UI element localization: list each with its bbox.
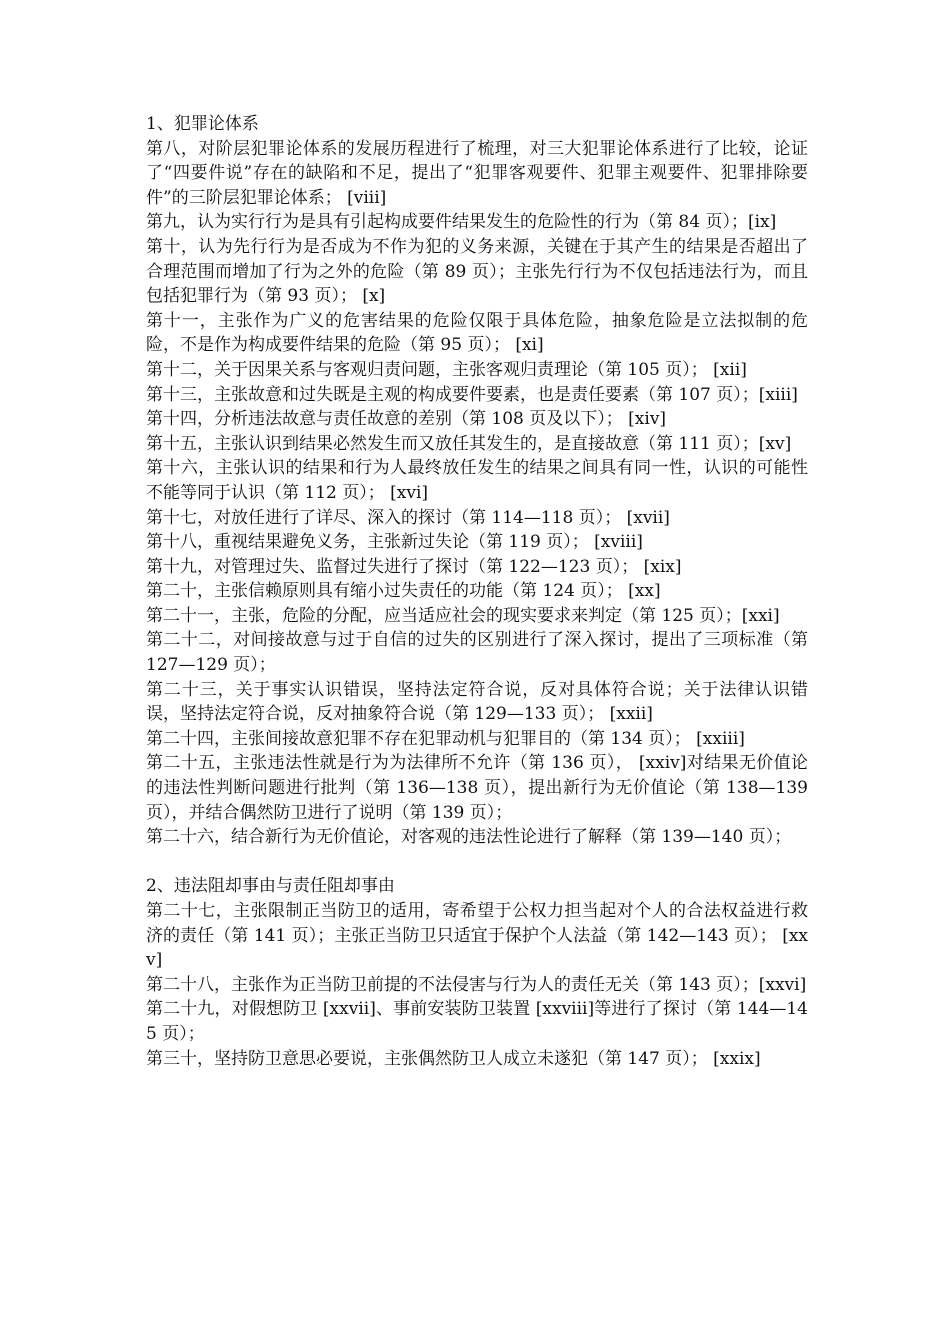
paragraph-27: 第二十七，主张限制正当防卫的适用，寄希望于公权力担当起对个人的合法权益进行救济的责任（第 141 页）；主张正当防卫只适宜于保护个人法益（第 142—143 页）； [xxv] [146,901,808,971]
paragraph-18: 第十八，重视结果避免义务，主张新过失论（第 119 页）； [xviii] [146,532,643,553]
paragraph-30: 第三十，坚持防卫意思必要说，主张偶然防卫人成立未遂犯（第 147 页）； [xxix] [146,1048,761,1069]
paragraph-16: 第十六，主张认识的结果和行为人最终放任发生的结果之间具有同一性，认识的可能性不能等同于认识（第 112 页）； [xvi] [146,458,808,503]
paragraph-23: 第二十三，关于事实认识错误，坚持法定符合说，反对具体符合说；关于法律认识错误，坚持法定符合说，反对抽象符合说（第 129—133 页）； [xxii] [146,679,808,725]
section-heading-crime-theory-system: 1、犯罪论体系 [146,114,259,134]
paragraph-10: 第十，认为先行行为是否成为不作为犯的义务来源，关键在于其产生的结果是否超出了合理范围而增加了行为之外的危险（第 89 页）；主张先行行为不仅包括违法行为，而且包括犯罪行为（第 93 页）； [x] [146,236,808,307]
paragraph-15: 第十五，主张认识到结果必然发生而又放任其发生的，是直接故意（第 111 页）；[xv] [146,433,792,454]
section-spacer [146,850,808,875]
paragraph-20: 第二十，主张信赖原则具有缩小过失责任的功能（第 124 页）； [xx] [146,581,661,602]
paragraph-21: 第二十一，主张，危险的分配，应当适应社会的现实要求来判定（第 125 页）；[xxi] [146,605,780,626]
paragraph-14: 第十四，分析违法故意与责任故意的差别（第 108 页及以下）； [xiv] [146,409,667,430]
paragraph-28: 第二十八，主张作为正当防卫前提的不法侵害与行为人的责任无关（第 143 页）；[xxvi] [146,974,807,995]
document-body [146,112,808,1071]
paragraph-22: 第二十二，对间接故意与过于自信的过失的区别进行了深入探讨，提出了三项标准（第 127—129 页）； [146,630,808,676]
paragraph-17: 第十七，对放任进行了详尽、深入的探讨（第 114—118 页）； [xvii] [146,507,670,528]
paragraph-24: 第二十四，主张间接故意犯罪不存在犯罪动机与犯罪目的（第 134 页）； [xxiii] [146,728,745,749]
paragraph-26: 第二十六，结合新行为无价值论，对客观的违法性论进行了解释（第 139—140 页）； [146,827,792,848]
paragraph-29: 第二十九，对假想防卫 [xxvii]、事前安装防卫装置 [xxviii]等进行了探讨（第 144—145 页）； [146,999,808,1044]
paragraph-8: 第八，对阶层犯罪论体系的发展历程进行了梳理，对三大犯罪论体系进行了比较，论证了“四要件说”存在的缺陷和不足，提出了“犯罪客观要件、犯罪主观要件、犯罪排除要件”的三阶层犯罪论体系； [viii] [146,138,808,208]
paragraph-13: 第十三，主张故意和过失既是主观的构成要件要素，也是责任要素（第 107 页）；[xiii] [146,384,798,405]
paragraph-19: 第十九，对管理过失、监督过失进行了探讨（第 122—123 页）； [xix] [146,556,682,577]
paragraph-25: 第二十五，主张违法性就是行为为法律所不允许（第 136 页）， [xxiv]对结果无价值论的违法性判断问题进行批判（第 136—138 页），提出新行为无价值论（第 138—139 页），并结合偶然防卫进行了说明（第 139 页）； [146,753,808,823]
section-heading-justification-excuse: 2、违法阻却事由与责任阻却事由 [146,876,395,897]
paragraph-12: 第十二，关于因果关系与客观归责问题，主张客观归责理论（第 105 页）； [xii] [146,359,747,380]
paragraph-11: 第十一，主张作为广义的危害结果的危险仅限于具体危险，抽象危险是立法拟制的危险，不是作为构成要件结果的危险（第 95 页）； [xi] [146,310,808,356]
paragraph-9: 第九，认为实行行为是具有引起构成要件结果发生的危险性的行为（第 84 页）；[ix] [146,212,777,233]
